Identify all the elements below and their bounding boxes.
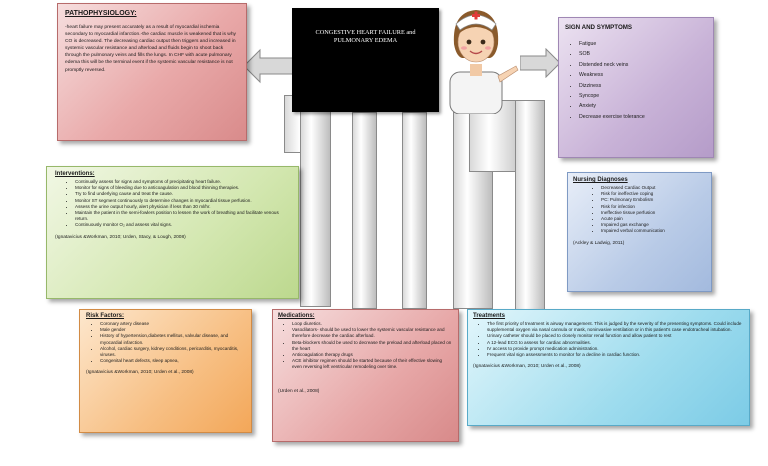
arrow-left-icon [244,48,294,84]
list-item: • Maintain the patient in the semi-fowlers position to lessen the work of breathing and facilitate venous return. [75,210,290,222]
list-item: • Loop diuretics. [292,321,453,327]
risk-factors-citation: (Ignatavicius &Workman, 2010; Urden et al., 2008) [86,370,194,376]
nursing-diagnoses-title: Nursing Diagnoses [573,177,628,183]
list-item: • Acute pain [601,216,706,222]
list-item: • Try to find underlying cause and treat the cause. [75,191,290,197]
list-item: • Urinary catheter should be placed to closely monitor renal function and allow patient to rest [487,333,744,339]
connector-pillar-center-left [352,112,377,309]
list-item: • PC: Pulmonary Embolism [601,197,706,203]
medications-box [272,309,459,442]
nursing-diagnoses-list [573,185,706,235]
list-item: • Syncope [579,91,707,101]
list-item: • Decreased Cardiac Output [601,185,706,191]
list-item: • Male gender [100,327,245,333]
list-item: • Fatigue [579,39,707,49]
title-line-2: PULMONARY EDEMA [333,37,398,44]
list-item: • Weakness [579,70,707,80]
list-item: • History of hypertension,diabetes mellitus, valvular disease, and myocardial infarction. [100,333,245,345]
signs-and-symptoms-box [558,17,714,158]
interventions-title: Interventions: [55,171,95,177]
treatments-box [467,309,750,426]
list-item: • SOB [579,49,707,59]
list-item: • Continually assess for signs and symptoms of precipitating heart failure. [75,179,290,185]
nurse-illustration-icon [440,4,520,114]
medications-list [278,321,453,371]
list-item: • Distended neck veins [579,60,707,70]
list-item: • Beta-blockers should be used to decrease the preload and afterload placed on the heart [292,340,453,352]
list-item: • Anticoagulation therapy drugs [292,352,453,358]
list-item: • Impaired gas exchange [601,222,706,228]
arrow-right-icon [520,48,560,78]
risk-factors-title: Risk Factors: [86,313,125,319]
list-item: • Ineffective tissue perfusion [601,210,706,216]
treatments-citation: (Ignatavicius &Workman, 2010; Urden et al., 2008) [473,364,581,370]
list-item: • Continuously monitor O₂ and assess vital signs. [75,222,290,228]
pathophysiology-title: PATHOPHYSIOLOGY: [65,10,137,17]
list-item: • Frequent vital sign assessments to monitor for a decline in cardiac function. [487,352,744,358]
list-item: • Decrease exercise tolerance [579,112,707,122]
connector-pillar-left [300,100,331,307]
list-item: • Congenital heart defects, sleep apnea, [100,358,245,364]
list-item: • Risk for infection [601,204,706,210]
list-item: • ACE inhibitor regimen should be started because of their effective slowing even reversing left ventricular remodeling over time. [292,358,453,370]
pathophysiology-text: -heart failure may present accurately as a result of myocardial ischemia secondary to myocardial infarction.-the cardiac muscle is weakened that is why CO is decreased. The decreasing cardiac output then triggers and increased in systemic vascular resistance and afterload and fluids begin to shoot back through the pulmonary veins and fills the lungs. In CHF with acute pulmonary edema this will be the terminal event if the systemic vascular resistance is not promptly reversed. [65,25,236,73]
nursing-diagnoses-box [567,172,712,292]
title-card [292,8,439,112]
signs-list [565,39,707,122]
list-item: • Coronary artery disease [100,321,245,327]
list-item: • Alcohol, cardiac surgery, kidney conditions, pericarditis, myocarditis, viruses. [100,346,245,358]
signs-title: SIGN AND SYMPTOMS [565,24,633,31]
list-item: • Anxiety [579,101,707,111]
interventions-list [55,179,290,229]
nursing-diagnoses-citation: (Ackley & Ladwig, 2011) [573,240,625,246]
list-item: • Monitor ST segment continuously to determine changes in myocardial tissue perfusion. [75,198,290,204]
list-item: • Impaired verbal communication [601,228,706,234]
interventions-box [46,166,299,299]
list-item: • Vasodilators- should be used to lower the systemic vascular resistance and therefore decrease the cardiac afterload. [292,327,453,339]
treatments-title: Treatments [473,313,506,319]
medications-citation: (Urden et al., 2008) [278,388,320,394]
risk-factors-box [79,309,252,433]
list-item: • Assess the urine output hourly, alert physician if less than 30 ml/hr. [75,204,290,210]
treatments-list [473,321,744,358]
pathophysiology-box [57,3,247,141]
list-item: • Monitor for signs of bleeding due to anticoagulation and blood thinning therapies. [75,185,290,191]
list-item: • A 12-lead ECG to assess for cardiac abnormalities. [487,340,744,346]
list-item: • Risk for ineffective coping [601,191,706,197]
connector-pillar-center-right [402,112,427,309]
interventions-citation: (Ignatavicius &Workman, 2010; Urden, Stacy, & Lough, 2008) [55,234,186,240]
list-item: • IV access to provide prompt medication administration. [487,346,744,352]
list-item: • The first priority of treatment is airway management. This is judged by the severity of the presenting symptoms. Could include supplemental oxygen via nasal cannula or mask, noninvasive ventilation or in this patient's case endotracheal intubation. [487,321,744,333]
medications-title: Medications: [278,313,315,319]
risk-factors-list [86,321,245,364]
title-line-1: CONGESTIVE HEART FAILURE and [315,29,416,36]
connector-pillar-right-tall [515,100,545,310]
list-item: • Dizziness [579,81,707,91]
